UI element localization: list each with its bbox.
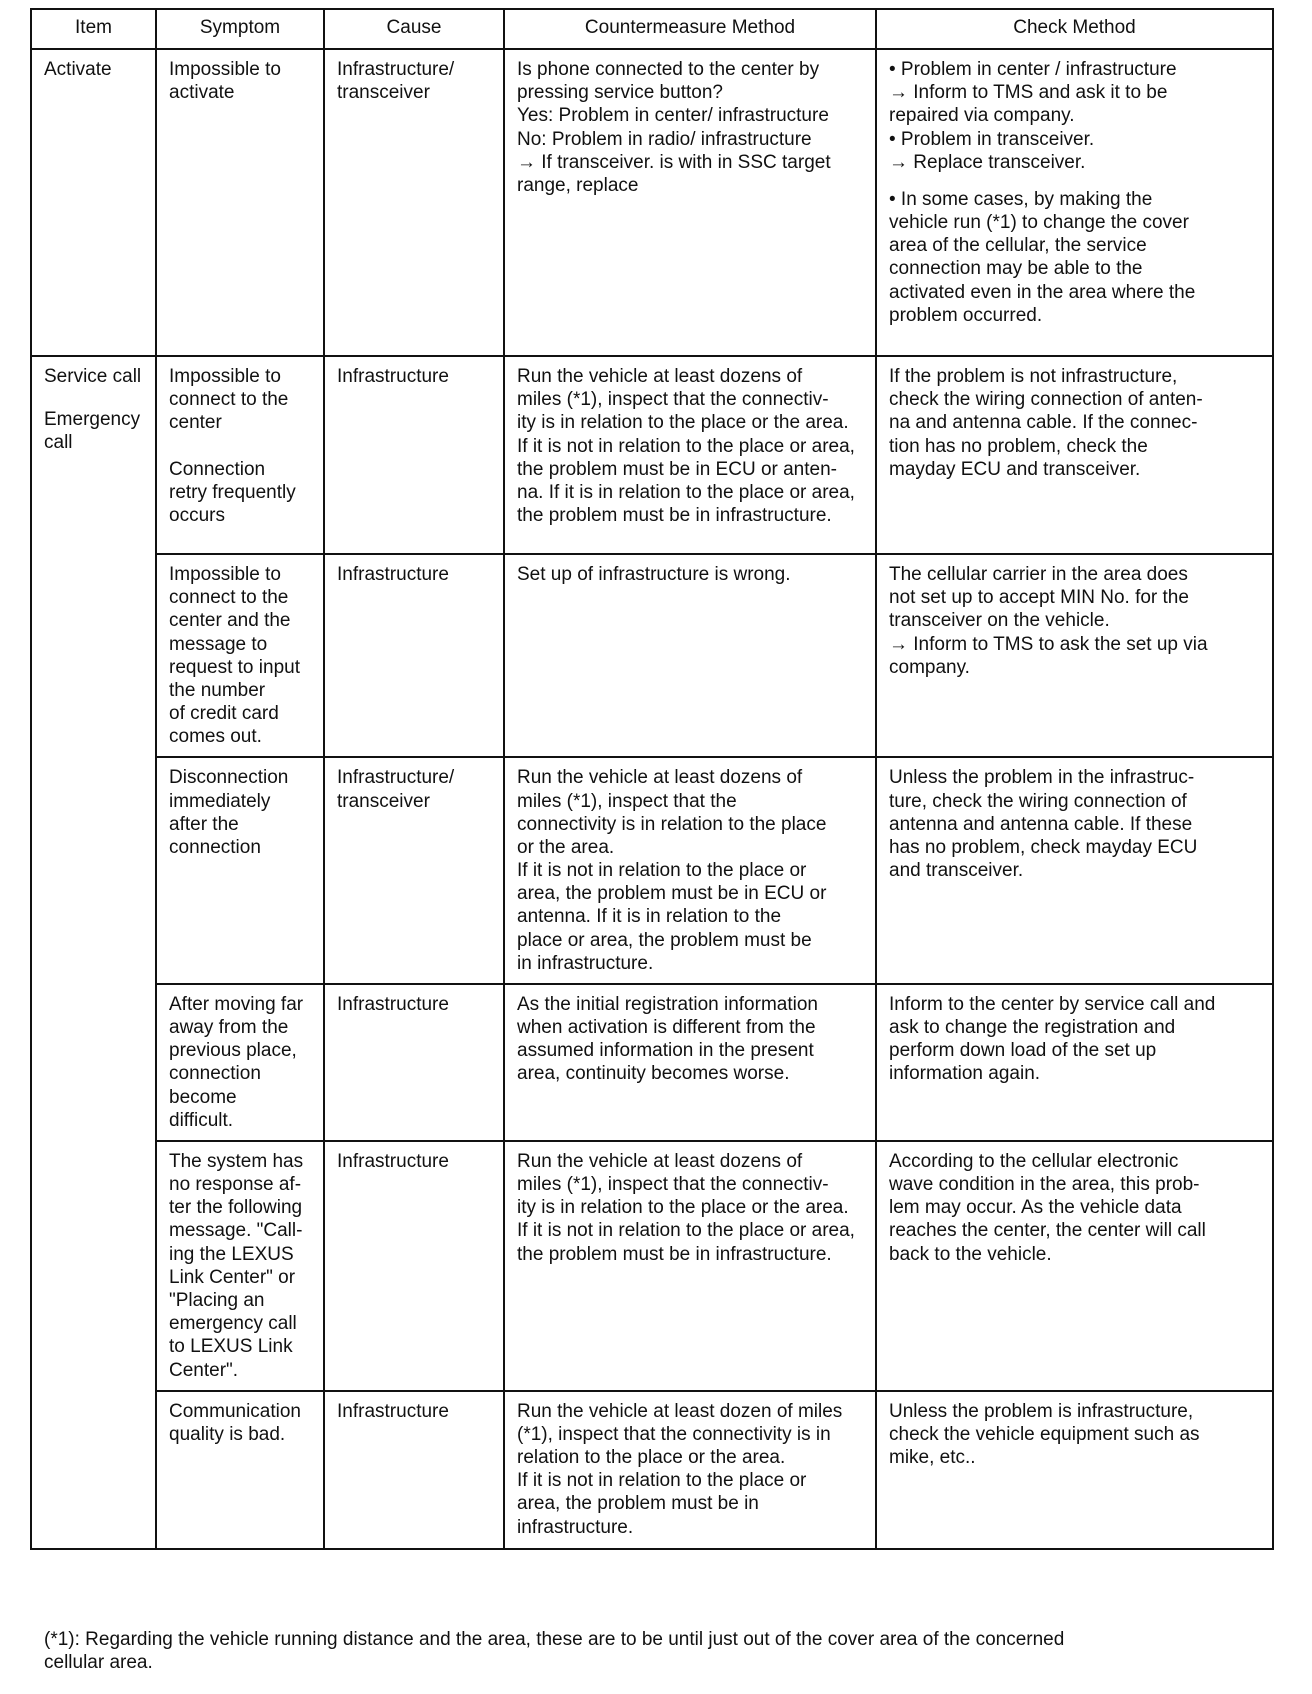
cause-cell: Infrastructure/ transceiver [324, 757, 504, 984]
header-check-method: Check Method [876, 9, 1273, 49]
header-cause: Cause [324, 9, 504, 49]
symptom-cell: Impossible to connect to the center Connection retry frequently occurs [156, 356, 324, 554]
table-row [31, 984, 1273, 1141]
table-row [31, 49, 1273, 356]
check-method-paragraph: If the problem is not infrastructure, check the wiring connection of anten- na and antenna cable. If the connec- tion has no problem, check the mayday ECU and transceiver. [889, 366, 1203, 480]
cause-cell: Infrastructure [324, 1391, 504, 1549]
header-countermeasure-method: Countermeasure Method [504, 9, 876, 49]
check-method-cell [876, 1391, 1273, 1549]
symptom-cell: Impossible to activate [156, 49, 324, 356]
countermeasure-cell: Run the vehicle at least dozen of miles (*1), inspect that the connectivity is in relation to the place or the area. If it is not in relation to the place or area, the problem must be in infrastructure. [504, 1391, 876, 1549]
item-label: Emergency call [44, 409, 141, 454]
countermeasure-cell: Run the vehicle at least dozens of miles (*1), inspect that the connectivity is in relation to the place or the area. If it is not in relation to the place or area, the problem must be in ECU or antenna. If it is in relation to the place or area, the problem must be in infrastructure. [504, 757, 876, 984]
cause-cell: Infrastructure [324, 1141, 504, 1391]
table-row [31, 1141, 1273, 1391]
item-cell [31, 49, 156, 356]
check-method-paragraph: • Problem in center / infrastructure → Inform to TMS and ask it to be repaired via company. • Problem in transceiver. → Replace transceiver. [889, 59, 1177, 173]
check-method-cell [876, 49, 1273, 356]
table-row [31, 356, 1273, 554]
cause-cell: Infrastructure/ transceiver [324, 49, 504, 356]
symptom-cell: After moving far away from the previous place, connection become difficult. [156, 984, 324, 1141]
check-method-paragraph: Unless the problem is infrastructure, check the vehicle equipment such as mike, etc.. [889, 1400, 1200, 1469]
countermeasure-cell: As the initial registration information when activation is different from the assumed information in the present area, continuity becomes worse. [504, 984, 876, 1141]
countermeasure-cell: Run the vehicle at least dozens of miles (*1), inspect that the connectiv- ity is in relation to the place or the area. If it is not in relation to the place or area, the problem must be in infrastructure. [504, 1141, 876, 1391]
check-method-cell [876, 554, 1273, 757]
header-symptom: Symptom [156, 9, 324, 49]
countermeasure-cell: Is phone connected to the center by pressing service button? Yes: Problem in center/ infrastructure No: Problem in radio/ infrastructure → If transceiver. is with in SSC target range, replace [504, 49, 876, 356]
check-method-paragraph: • In some cases, by making the vehicle run (*1) to change the cover area of the cellular, the service connection may be able to the activated even in the area where the problem occurred. [889, 188, 1196, 326]
countermeasure-cell: Run the vehicle at least dozens of miles (*1), inspect that the connectiv- ity is in relation to the place or the area. If it is not in relation to the place or area, the problem must be in ECU or anten- na. If it is in relation to the place or area, the problem must be in infrastructure. [504, 356, 876, 554]
check-method-cell [876, 757, 1273, 984]
table-row [31, 1391, 1273, 1549]
cause-cell: Infrastructure [324, 984, 504, 1141]
symptom-cell: The system has no response af- ter the following message. "Call- ing the LEXUS Link Center" or "Placing an emergency call to LEXUS Link Center". [156, 1141, 324, 1391]
check-method-paragraph: The cellular carrier in the area does not set up to accept MIN No. for the transceiver on the vehicle. → Inform to TMS to ask the set up via company. [889, 564, 1208, 678]
check-method-cell [876, 984, 1273, 1141]
countermeasure-cell: Set up of infrastructure is wrong. [504, 554, 876, 757]
header-item: Item [31, 9, 156, 49]
symptom-cell: Impossible to connect to the center and the message to request to input the number of credit card comes out. [156, 554, 324, 757]
item-label: Activate [44, 59, 112, 80]
check-method-paragraph: Inform to the center by service call and ask to change the registration and perform down load of the set up information again. [889, 993, 1216, 1085]
check-method-cell [876, 356, 1273, 554]
table-row [31, 554, 1273, 757]
footnote: (*1): Regarding the vehicle running distance and the area, these are to be until just out of the cover area of the concerned cellular area. [44, 1629, 1065, 1674]
cause-cell: Infrastructure [324, 356, 504, 554]
symptom-cell: Disconnection immediately after the connection [156, 757, 324, 984]
check-method-cell [876, 1141, 1273, 1391]
item-cell [31, 356, 156, 1549]
item-label: Service call [44, 366, 142, 387]
table-body [31, 49, 1273, 1549]
check-method-paragraph: According to the cellular electronic wave condition in the area, this prob- lem may occur. As the vehicle data reaches the center, the center will call back to the vehicle. [889, 1150, 1206, 1265]
table-header-row [31, 9, 1273, 49]
troubleshooting-table [30, 8, 1274, 1550]
symptom-cell: Communication quality is bad. [156, 1391, 324, 1549]
cause-cell: Infrastructure [324, 554, 504, 757]
check-method-paragraph: Unless the problem in the infrastruc- ture, check the wiring connection of antenna and antenna cable. If these has no problem, check mayday ECU and transceiver. [889, 767, 1198, 882]
table-row [31, 757, 1273, 984]
